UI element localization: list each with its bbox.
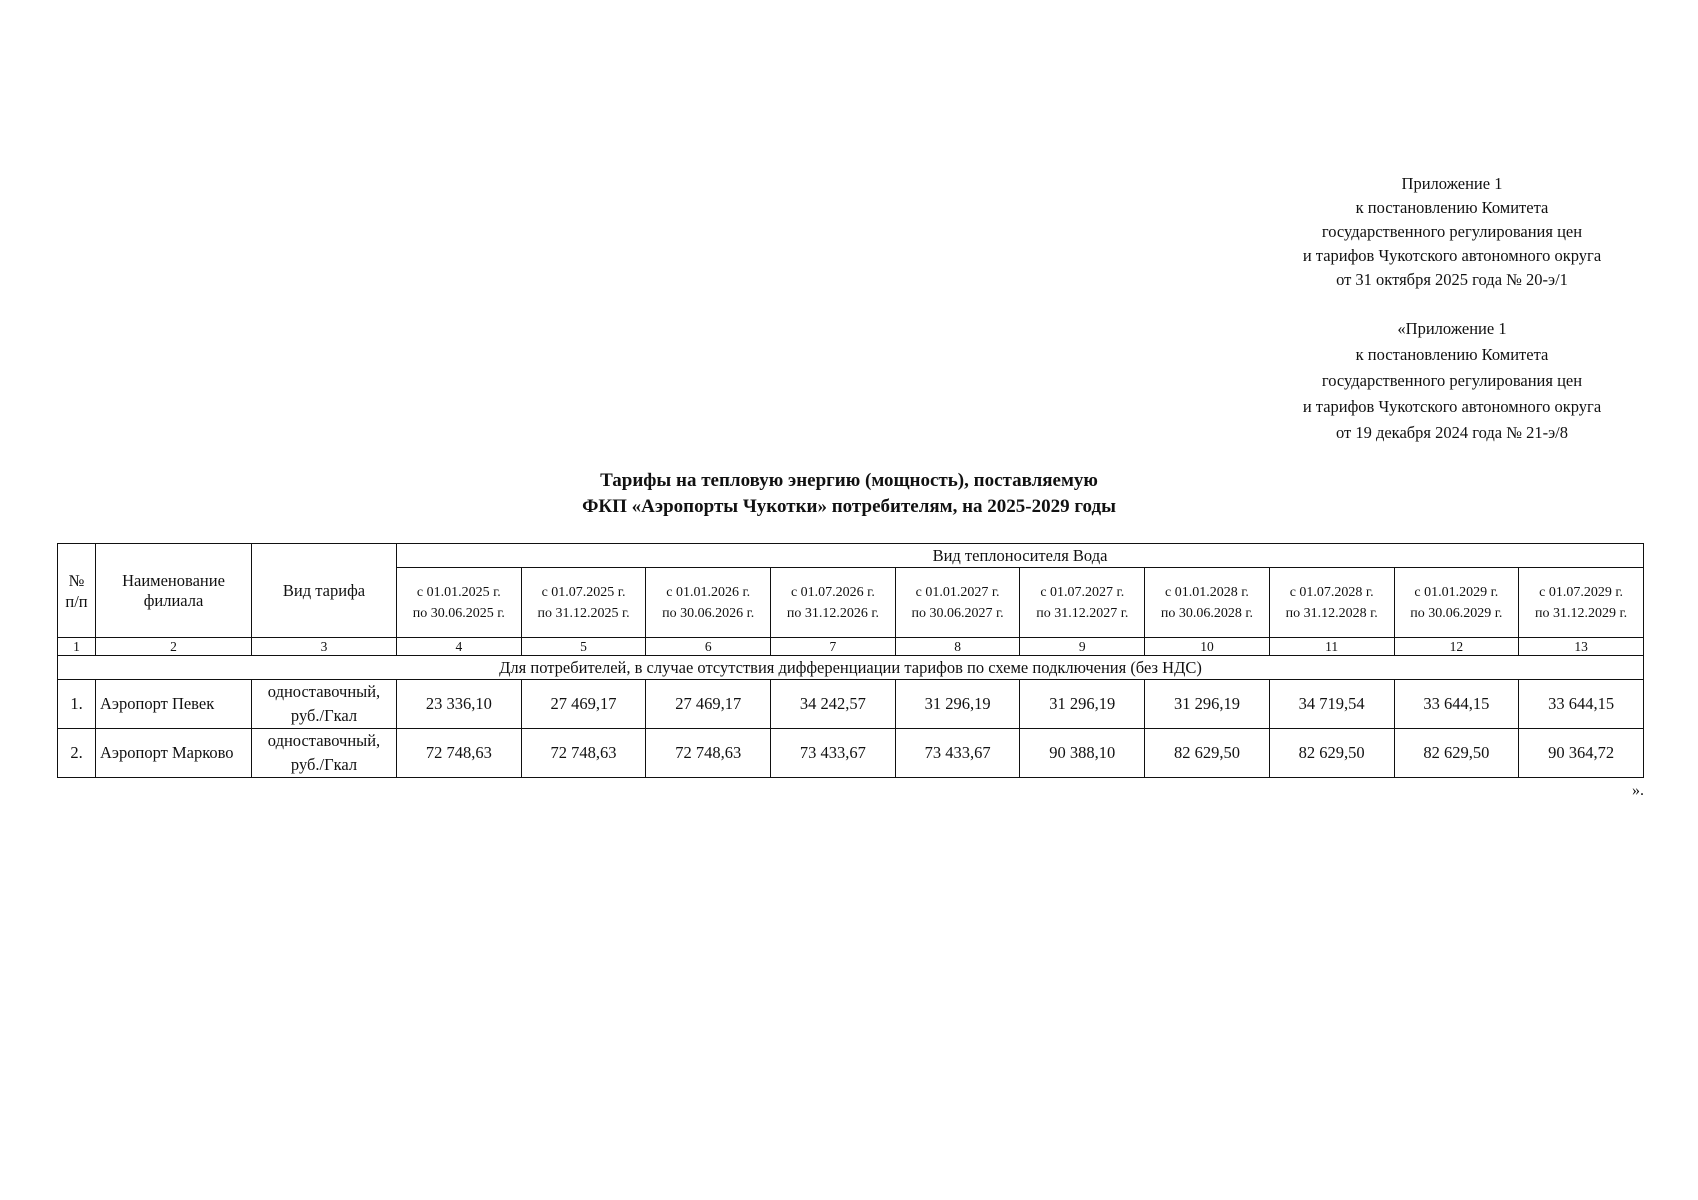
- title-line-1: Тарифы на тепловую энергию (мощность), поставляемую: [600, 470, 1098, 491]
- period-from: с 01.07.2029 г.: [1539, 584, 1624, 600]
- tariff-value: 90 388,10: [1020, 729, 1145, 778]
- tariff-value: 33 644,15: [1394, 680, 1519, 729]
- period-to: по 30.06.2027 г.: [911, 605, 1004, 621]
- period-cell: [771, 568, 896, 638]
- column-number: 13: [1519, 638, 1644, 656]
- closing-quote-mark: ».: [1632, 782, 1644, 799]
- appendix-current-line: от 31 октября 2025 года № 20-э/1: [1336, 270, 1568, 289]
- appendix-current-line: и тарифов Чукотского автономного округа: [1302, 246, 1602, 265]
- document-title: [0, 468, 1698, 520]
- header-branch: Наименование филиала: [96, 544, 252, 638]
- period-cell: [1269, 568, 1394, 638]
- column-number: 5: [521, 638, 646, 656]
- tariff-value: 72 748,63: [397, 729, 522, 778]
- table-row: [58, 680, 1644, 729]
- column-number: 6: [646, 638, 771, 656]
- tariff-value: 34 242,57: [771, 680, 896, 729]
- period-to: по 31.12.2029 г.: [1535, 605, 1628, 621]
- title-line-2: ФКП «Аэропорты Чукотки» потребителям, на 2025-2029 годы: [582, 496, 1116, 517]
- tariff-value: 82 629,50: [1269, 729, 1394, 778]
- row-branch: Аэропорт Марково: [96, 729, 252, 778]
- tariff-value: 73 433,67: [771, 729, 896, 778]
- column-number: 3: [252, 638, 397, 656]
- column-number: 9: [1020, 638, 1145, 656]
- header-carrier: Вид теплоносителя Вода: [397, 544, 1644, 568]
- appendix-current-line: государственного регулирования цен: [1321, 222, 1583, 241]
- period-from: с 01.07.2025 г.: [541, 584, 626, 600]
- period-from: с 01.07.2027 г.: [1040, 584, 1125, 600]
- tariff-value: 72 748,63: [646, 729, 771, 778]
- tariff-value: 33 644,15: [1519, 680, 1644, 729]
- period-cell: [646, 568, 771, 638]
- period-cell: [1519, 568, 1644, 638]
- appendix-original-line: государственного регулирования цен: [1321, 371, 1583, 390]
- period-cell: [1020, 568, 1145, 638]
- period-from: с 01.01.2027 г.: [915, 584, 1000, 600]
- period-from: с 01.07.2026 г.: [790, 584, 875, 600]
- header-tariff-type: Вид тарифа: [252, 544, 397, 638]
- column-number: 12: [1394, 638, 1519, 656]
- tariff-value: 34 719,54: [1269, 680, 1394, 729]
- appendix-original-line: и тарифов Чукотского автономного округа: [1302, 397, 1602, 416]
- row-num: 2.: [58, 729, 96, 778]
- tariff-value: 23 336,10: [397, 680, 522, 729]
- row-tariff-type: [252, 729, 397, 778]
- row-branch: Аэропорт Певек: [96, 680, 252, 729]
- period-from: с 01.01.2025 г.: [416, 584, 501, 600]
- tariff-type-unit: руб./Гкал: [290, 706, 358, 725]
- appendix-current-line: Приложение 1: [1401, 174, 1503, 193]
- tariff-type-line: одноставочный,: [267, 731, 381, 750]
- column-number: 8: [895, 638, 1020, 656]
- tariff-value: 73 433,67: [895, 729, 1020, 778]
- tariff-value: 82 629,50: [1394, 729, 1519, 778]
- column-number: 1: [58, 638, 96, 656]
- tariff-value: 72 748,63: [521, 729, 646, 778]
- tariff-value: 31 296,19: [895, 680, 1020, 729]
- tariff-value: 90 364,72: [1519, 729, 1644, 778]
- appendix-original-line: к постановлению Комитета: [1355, 345, 1549, 364]
- period-to: по 31.12.2028 г.: [1285, 605, 1378, 621]
- tariff-type-unit: руб./Гкал: [290, 755, 358, 774]
- period-to: по 31.12.2026 г.: [786, 605, 879, 621]
- period-cell: [397, 568, 522, 638]
- period-cell: [521, 568, 646, 638]
- column-number: 7: [771, 638, 896, 656]
- header-num: № п/п: [58, 544, 96, 638]
- tariff-table: [57, 543, 1644, 778]
- period-to: по 30.06.2026 г.: [662, 605, 755, 621]
- appendix-original-line: от 19 декабря 2024 года № 21-э/8: [1335, 423, 1569, 442]
- tariff-value: 27 469,17: [521, 680, 646, 729]
- period-to: по 31.12.2027 г.: [1036, 605, 1129, 621]
- tariff-value: 31 296,19: [1145, 680, 1270, 729]
- column-number: 11: [1269, 638, 1394, 656]
- row-num: 1.: [58, 680, 96, 729]
- column-number: 10: [1145, 638, 1270, 656]
- tariff-value: 82 629,50: [1145, 729, 1270, 778]
- period-cell: [895, 568, 1020, 638]
- period-to: по 31.12.2025 г.: [537, 605, 630, 621]
- appendix-original-line: «Приложение 1: [1397, 319, 1507, 338]
- period-from: с 01.07.2028 г.: [1289, 584, 1374, 600]
- period-from: с 01.01.2028 г.: [1165, 584, 1249, 600]
- table-row: [58, 729, 1644, 778]
- section-label: Для потребителей, в случае отсутствия дифференциации тарифов по схеме подключения (без НДС): [58, 656, 1644, 680]
- tariff-type-line: одноставочный,: [267, 682, 381, 701]
- period-from: с 01.01.2029 г.: [1414, 584, 1499, 600]
- period-cell: [1394, 568, 1519, 638]
- period-cell: [1145, 568, 1270, 638]
- section-row: [58, 656, 1644, 680]
- column-number-row: [58, 638, 1644, 656]
- period-to: по 30.06.2025 г.: [412, 605, 505, 621]
- period-from: с 01.01.2026 г.: [666, 584, 751, 600]
- column-number: 2: [96, 638, 252, 656]
- tariff-value: 27 469,17: [646, 680, 771, 729]
- tariff-value: 31 296,19: [1020, 680, 1145, 729]
- appendix-current-line: к постановлению Комитета: [1355, 198, 1549, 217]
- period-to: по 30.06.2029 г.: [1410, 605, 1503, 621]
- row-tariff-type: [252, 680, 397, 729]
- header-row: [58, 544, 1644, 568]
- appendix-current-header: [1262, 172, 1642, 292]
- appendix-original-header: [1262, 316, 1642, 446]
- column-number: 4: [397, 638, 522, 656]
- period-to: по 30.06.2028 г.: [1160, 605, 1254, 621]
